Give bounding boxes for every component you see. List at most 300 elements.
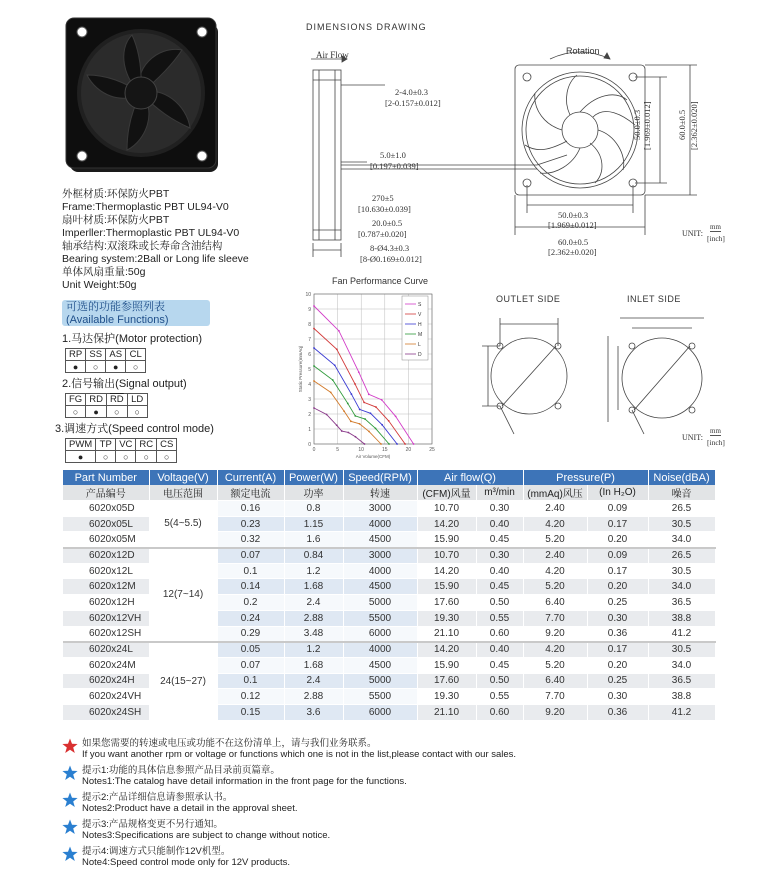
inh2o-cell: 0.25 bbox=[587, 673, 648, 689]
note-en: Note4:Speed control mode only for 12V products. bbox=[82, 857, 291, 868]
cfm-cell: 17.60 bbox=[417, 673, 476, 689]
curve-point bbox=[336, 348, 338, 350]
opt-mark: ● bbox=[66, 361, 86, 373]
blue-star-icon bbox=[62, 792, 78, 808]
table-row bbox=[63, 501, 715, 517]
spec-line: Unit Weight:50g bbox=[62, 279, 137, 291]
curve-point bbox=[381, 399, 383, 401]
inh2o-cell: 0.09 bbox=[587, 501, 648, 517]
mmaq-cell: 5.20 bbox=[523, 532, 587, 548]
current-cell: 0.14 bbox=[217, 579, 284, 595]
speed-cell: 4500 bbox=[343, 657, 417, 673]
header-speed: Speed(RPM) bbox=[343, 470, 417, 485]
part-number-cell: 6020x24SH bbox=[63, 704, 149, 720]
subheader-cell: 噪音 bbox=[648, 485, 715, 501]
opt-mark: ○ bbox=[66, 406, 86, 418]
legend-label: M bbox=[418, 332, 423, 338]
cfm-cell: 14.20 bbox=[417, 516, 476, 532]
inh2o-cell: 0.36 bbox=[587, 704, 648, 720]
x-axis-label: Air Volume(CFM) bbox=[355, 454, 391, 459]
subheader-cell: m³/min bbox=[476, 485, 523, 501]
part-number-cell: 6020x24M bbox=[63, 657, 149, 673]
power-cell: 2.4 bbox=[284, 673, 343, 689]
part-number-cell: 6020x05L bbox=[63, 516, 149, 532]
inh2o-cell: 0.30 bbox=[587, 610, 648, 626]
curve-point bbox=[396, 443, 398, 445]
unit-label-2: UNIT: bbox=[682, 433, 703, 442]
header-power: Power(W) bbox=[284, 470, 343, 485]
m3min-cell: 0.30 bbox=[476, 501, 523, 517]
available-functions-title bbox=[62, 300, 210, 326]
curve-point bbox=[404, 443, 406, 445]
noise-cell: 26.5 bbox=[648, 548, 715, 564]
y-tick-label: 5 bbox=[308, 367, 311, 373]
curve-point bbox=[370, 412, 372, 414]
product-spec-table bbox=[63, 470, 716, 721]
header-part-number: Part Number bbox=[63, 470, 149, 485]
spec-line: 扇叶材质:环保防火PBT bbox=[62, 214, 170, 226]
part-number-cell: 6020x12M bbox=[63, 579, 149, 595]
mmaq-cell: 7.70 bbox=[523, 610, 587, 626]
x-tick-label: 20 bbox=[405, 447, 412, 453]
note-item bbox=[62, 846, 762, 873]
note-item bbox=[62, 738, 762, 765]
current-cell: 0.24 bbox=[217, 610, 284, 626]
curve-point bbox=[326, 414, 328, 416]
inh2o-cell: 0.20 bbox=[587, 657, 648, 673]
opt-code: FG bbox=[66, 394, 86, 406]
blue-star-icon bbox=[62, 765, 78, 781]
opt-code: RP bbox=[66, 349, 86, 361]
current-cell: 0.07 bbox=[217, 657, 284, 673]
part-number-cell: 6020x12VH bbox=[63, 610, 149, 626]
inh2o-cell: 0.09 bbox=[587, 548, 648, 564]
voltage-cell: 5(4~5.5) bbox=[149, 501, 217, 548]
current-cell: 0.16 bbox=[217, 501, 284, 517]
unit-inch: [inch] bbox=[707, 234, 725, 243]
signal-output-group bbox=[62, 375, 187, 418]
current-cell: 0.23 bbox=[217, 516, 284, 532]
dim-mount-hole-inch: [2-0.157±0.012] bbox=[385, 98, 441, 108]
power-cell: 1.68 bbox=[284, 657, 343, 673]
mmaq-cell: 4.20 bbox=[523, 516, 587, 532]
note-item bbox=[62, 792, 762, 819]
noise-cell: 38.8 bbox=[648, 689, 715, 705]
noise-cell: 34.0 bbox=[648, 532, 715, 548]
dim-vertical-hole: 50.0±0.3 bbox=[632, 109, 642, 140]
mmaq-cell: 5.20 bbox=[523, 579, 587, 595]
m3min-cell: 0.40 bbox=[476, 563, 523, 579]
curve-point bbox=[354, 415, 356, 417]
opt-code: CS bbox=[157, 439, 177, 451]
m3min-cell: 0.50 bbox=[476, 673, 523, 689]
signal-output-table bbox=[65, 393, 148, 418]
speed-cell: 4500 bbox=[343, 579, 417, 595]
power-cell: 0.8 bbox=[284, 501, 343, 517]
header-current: Current(A) bbox=[217, 470, 284, 485]
current-cell: 0.1 bbox=[217, 673, 284, 689]
dim-hole-spacing: 50.0±0.3 bbox=[558, 210, 589, 220]
opt-code: RC bbox=[136, 439, 157, 451]
motor-protection-group bbox=[62, 330, 202, 373]
subheader-cell: 产品编号 bbox=[63, 485, 149, 501]
dim-hole-spacing-inch: [1.969±0.012] bbox=[548, 220, 597, 230]
part-number-cell: 6020x12H bbox=[63, 595, 149, 611]
curve-series bbox=[314, 408, 365, 444]
curve-point bbox=[341, 430, 343, 432]
dim-cable: 270±5 bbox=[372, 193, 394, 203]
cfm-cell: 14.20 bbox=[417, 642, 476, 658]
m3min-cell: 0.30 bbox=[476, 548, 523, 564]
title-cn: 可选的功能参照列表 bbox=[66, 301, 165, 313]
legend-label: L bbox=[418, 342, 421, 348]
part-number-cell: 6020x24L bbox=[63, 642, 149, 658]
mmaq-cell: 4.20 bbox=[523, 642, 587, 658]
mmaq-cell: 6.40 bbox=[523, 595, 587, 611]
rotation-label: Rotation bbox=[566, 46, 600, 56]
outlet-side-drawing bbox=[474, 306, 594, 446]
opt-mark: ○ bbox=[127, 406, 147, 418]
curve-point bbox=[336, 424, 338, 426]
header-voltage: Voltage(V) bbox=[149, 470, 217, 485]
noise-cell: 26.5 bbox=[648, 501, 715, 517]
opt-mark: ● bbox=[66, 451, 96, 463]
note-cn: 提示3:产品规格变更不另行通知。 bbox=[82, 819, 223, 830]
legend-label: D bbox=[418, 352, 422, 358]
part-number-cell: 6020x05M bbox=[63, 532, 149, 548]
legend-box bbox=[402, 296, 428, 360]
noise-cell: 41.2 bbox=[648, 626, 715, 642]
noise-cell: 34.0 bbox=[648, 579, 715, 595]
speed-cell: 6000 bbox=[343, 626, 417, 642]
subheader-cell: 功率 bbox=[284, 485, 343, 501]
noise-cell: 38.8 bbox=[648, 610, 715, 626]
cfm-cell: 14.20 bbox=[417, 563, 476, 579]
y-tick-label: 9 bbox=[308, 307, 311, 313]
title-en: (Available Functions) bbox=[66, 313, 169, 326]
unit-label: UNIT: bbox=[682, 229, 703, 238]
unit-mm-2: mm bbox=[710, 427, 721, 435]
dim-frame-width-inch: [2.362±0.020] bbox=[548, 247, 597, 257]
cfm-cell: 19.30 bbox=[417, 689, 476, 705]
curve-point bbox=[358, 371, 360, 373]
speed-cell: 5000 bbox=[343, 595, 417, 611]
speed-control-group bbox=[55, 420, 214, 463]
part-number-cell: 6020x05D bbox=[63, 501, 149, 517]
note-cn: 提示1:功能的具体信息参照产品目录前页篇章。 bbox=[82, 765, 280, 776]
curve-point bbox=[313, 347, 315, 349]
inh2o-cell: 0.25 bbox=[587, 595, 648, 611]
inh2o-cell: 0.30 bbox=[587, 689, 648, 705]
current-cell: 0.15 bbox=[217, 704, 284, 720]
curve-point bbox=[355, 436, 357, 438]
curve-point bbox=[413, 443, 415, 445]
curve-point bbox=[332, 379, 334, 381]
note-cn: 提示4:调速方式只能制作12V机型。 bbox=[82, 846, 231, 857]
legend-label: V bbox=[418, 312, 422, 318]
curve-point bbox=[364, 443, 366, 445]
curve-point bbox=[359, 409, 361, 411]
noise-cell: 30.5 bbox=[648, 642, 715, 658]
part-number-cell: 6020x12SH bbox=[63, 626, 149, 642]
spec-line: Frame:Thermoplastic PBT UL94-V0 bbox=[62, 201, 229, 213]
opt-code: AS bbox=[106, 349, 126, 361]
speed-cell: 4000 bbox=[343, 563, 417, 579]
speed-control-table bbox=[65, 438, 177, 463]
note-en: Notes1:The catalog have detail information in the front page for the functions. bbox=[82, 776, 407, 787]
speed-cell: 5500 bbox=[343, 610, 417, 626]
opt-code: TP bbox=[96, 439, 116, 451]
performance-curve-chart bbox=[296, 284, 444, 460]
cfm-cell: 15.90 bbox=[417, 657, 476, 673]
speed-cell: 5000 bbox=[343, 673, 417, 689]
subheader-cell: (CFM)风量 bbox=[417, 485, 476, 501]
opt-code: PWM bbox=[66, 439, 96, 451]
note-cn: 提示2:产品详细信息请参照承认书。 bbox=[82, 792, 233, 803]
inh2o-cell: 0.20 bbox=[587, 579, 648, 595]
current-cell: 0.1 bbox=[217, 563, 284, 579]
curve-point bbox=[359, 423, 361, 425]
blue-star-icon bbox=[62, 846, 78, 862]
unit-mm: mm bbox=[710, 223, 721, 231]
curve-point bbox=[375, 406, 377, 408]
curve-point bbox=[338, 330, 340, 332]
curve-point bbox=[395, 416, 397, 418]
noise-cell: 34.0 bbox=[648, 657, 715, 673]
y-tick-label: 10 bbox=[305, 292, 311, 298]
speed-cell: 3000 bbox=[343, 548, 417, 564]
opt-mark: ● bbox=[86, 406, 107, 418]
noise-cell: 36.5 bbox=[648, 673, 715, 689]
power-cell: 1.2 bbox=[284, 642, 343, 658]
current-cell: 0.12 bbox=[217, 689, 284, 705]
y-tick-label: 0 bbox=[308, 442, 311, 448]
x-tick-label: 0 bbox=[312, 447, 316, 453]
cfm-cell: 10.70 bbox=[417, 548, 476, 564]
current-cell: 0.29 bbox=[217, 626, 284, 642]
spec-line: 单体风扇重量:50g bbox=[62, 266, 146, 278]
m3min-cell: 0.55 bbox=[476, 689, 523, 705]
y-tick-label: 2 bbox=[308, 412, 311, 418]
header-noise: Noise(dBA) bbox=[648, 470, 715, 485]
table-subheader-row bbox=[63, 485, 715, 501]
mmaq-cell: 6.40 bbox=[523, 673, 587, 689]
dim-vertical-frame-inch: [2.362±0.020] bbox=[689, 101, 699, 150]
power-cell: 1.68 bbox=[284, 579, 343, 595]
opt-mark: ○ bbox=[116, 451, 136, 463]
curve-point bbox=[313, 365, 315, 367]
table-row bbox=[63, 548, 715, 564]
cfm-cell: 15.90 bbox=[417, 579, 476, 595]
m3min-cell: 0.45 bbox=[476, 532, 523, 548]
spec-line: 轴承结构:双滚珠或长寿命含油结构 bbox=[62, 240, 223, 252]
opt-code: RD bbox=[86, 394, 107, 406]
subheader-cell: 电压范围 bbox=[149, 485, 217, 501]
mmaq-cell: 2.40 bbox=[523, 548, 587, 564]
voltage-cell: 12(7~14) bbox=[149, 548, 217, 642]
curve-point bbox=[347, 403, 349, 405]
power-cell: 1.2 bbox=[284, 563, 343, 579]
dim-cable-inch: [10.630±0.039] bbox=[358, 204, 411, 214]
note-en: Notes3:Specifications are subject to change without notice. bbox=[82, 830, 331, 841]
notes-section bbox=[62, 738, 762, 873]
current-cell: 0.05 bbox=[217, 642, 284, 658]
opt-mark: ○ bbox=[126, 361, 146, 373]
blue-star-icon bbox=[62, 819, 78, 835]
curve-point bbox=[313, 407, 315, 409]
outlet-side-label: OUTLET SIDE bbox=[496, 294, 561, 304]
part-number-cell: 6020x12D bbox=[63, 548, 149, 564]
motor-protection-table bbox=[65, 348, 146, 373]
y-tick-label: 3 bbox=[308, 397, 311, 403]
curve-point bbox=[313, 305, 315, 307]
inh2o-cell: 0.17 bbox=[587, 516, 648, 532]
header-airflow: Air flow(Q) bbox=[417, 470, 523, 485]
y-tick-label: 1 bbox=[308, 427, 311, 433]
mmaq-cell: 2.40 bbox=[523, 501, 587, 517]
note-en: If you want another rpm or voltage or functions which one is not in the list,please contact with our sales. bbox=[82, 749, 517, 760]
part-number-cell: 6020x24VH bbox=[63, 689, 149, 705]
speed-cell: 3000 bbox=[343, 501, 417, 517]
fan-product-photo bbox=[62, 10, 230, 178]
air-flow-label: Air Flow bbox=[316, 50, 349, 60]
power-cell: 2.88 bbox=[284, 610, 343, 626]
cfm-cell: 15.90 bbox=[417, 532, 476, 548]
table-row bbox=[63, 642, 715, 658]
y-tick-label: 6 bbox=[308, 352, 311, 358]
m3min-cell: 0.55 bbox=[476, 610, 523, 626]
curve-point bbox=[313, 328, 315, 330]
inlet-side-drawing bbox=[600, 306, 720, 446]
speed-cell: 4500 bbox=[343, 532, 417, 548]
power-cell: 0.84 bbox=[284, 548, 343, 564]
mmaq-cell: 7.70 bbox=[523, 689, 587, 705]
curve-point bbox=[380, 443, 382, 445]
dim-holes-inch: [8-Ø0.169±0.012] bbox=[360, 254, 422, 264]
speed-cell: 6000 bbox=[343, 704, 417, 720]
current-cell: 0.32 bbox=[217, 532, 284, 548]
power-cell: 2.88 bbox=[284, 689, 343, 705]
opt-mark: ○ bbox=[96, 451, 116, 463]
part-number-cell: 6020x24H bbox=[63, 673, 149, 689]
legend-label: S bbox=[418, 302, 422, 308]
inh2o-cell: 0.17 bbox=[587, 563, 648, 579]
note-item bbox=[62, 765, 762, 792]
dim-thickness: 20.0±0.5 bbox=[372, 218, 403, 228]
material-specs bbox=[62, 188, 302, 292]
opt-code: $\overline{RD}$ bbox=[106, 394, 127, 406]
opt-code: LD bbox=[127, 394, 147, 406]
x-tick-label: 25 bbox=[429, 447, 435, 453]
subheader-cell: (mmAq)风压 bbox=[523, 485, 587, 501]
spec-line: Imperller:Thermoplastic PBT UL94-V0 bbox=[62, 227, 240, 239]
opt-mark: ○ bbox=[86, 361, 106, 373]
noise-cell: 36.5 bbox=[648, 595, 715, 611]
legend-label: H bbox=[418, 322, 422, 328]
curve-point bbox=[375, 428, 377, 430]
current-cell: 0.07 bbox=[217, 548, 284, 564]
current-cell: 0.2 bbox=[217, 595, 284, 611]
opt-code: CL bbox=[126, 349, 146, 361]
y-tick-label: 8 bbox=[308, 322, 311, 328]
dim-mount-hole: 2-4.0±0.3 bbox=[395, 87, 428, 97]
y-tick-label: 7 bbox=[308, 337, 311, 343]
group-head: 2.信号输出(Signal output) bbox=[62, 378, 187, 390]
speed-cell: 4000 bbox=[343, 516, 417, 532]
m3min-cell: 0.60 bbox=[476, 626, 523, 642]
power-cell: 3.6 bbox=[284, 704, 343, 720]
dimensions-title: DIMENSIONS DRAWING bbox=[306, 22, 427, 32]
x-tick-label: 5 bbox=[336, 447, 339, 453]
speed-cell: 5500 bbox=[343, 689, 417, 705]
curve-series bbox=[314, 329, 405, 445]
unit-inch-2: [inch] bbox=[707, 438, 725, 447]
mmaq-cell: 9.20 bbox=[523, 704, 587, 720]
dim-frame-width: 60.0±0.5 bbox=[558, 237, 589, 247]
mmaq-cell: 4.20 bbox=[523, 563, 587, 579]
dimension-drawing-lines bbox=[305, 45, 765, 275]
subheader-cell: 额定电流 bbox=[217, 485, 284, 501]
curve-point bbox=[368, 393, 370, 395]
curve-point bbox=[363, 402, 365, 404]
red-star-icon bbox=[62, 738, 78, 754]
spec-line: Bearing system:2Ball or Long life sleeve bbox=[62, 253, 249, 265]
opt-mark: ● bbox=[106, 361, 126, 373]
group-head: 1.马达保护(Motor protection) bbox=[62, 333, 202, 345]
power-cell: 3.48 bbox=[284, 626, 343, 642]
m3min-cell: 0.60 bbox=[476, 704, 523, 720]
cfm-cell: 10.70 bbox=[417, 501, 476, 517]
m3min-cell: 0.40 bbox=[476, 642, 523, 658]
speed-cell: 4000 bbox=[343, 642, 417, 658]
dim-vertical-frame: 60.0±0.5 bbox=[677, 109, 687, 140]
curve-point bbox=[330, 391, 332, 393]
curve-point bbox=[350, 420, 352, 422]
note-en: Notes2:Product have a detail in the approval sheet. bbox=[82, 803, 298, 814]
dim-holes: 8-Ø4.3±0.3 bbox=[370, 243, 410, 253]
noise-cell: 30.5 bbox=[648, 516, 715, 532]
noise-cell: 30.5 bbox=[648, 563, 715, 579]
curve-series bbox=[314, 306, 414, 444]
curve-series bbox=[314, 381, 381, 444]
curve-point bbox=[354, 383, 356, 385]
curve-point bbox=[388, 443, 390, 445]
curve-point bbox=[343, 410, 345, 412]
dim-thickness-inch: [0.787±0.020] bbox=[358, 229, 407, 239]
y-tick-label: 4 bbox=[308, 382, 311, 388]
opt-mark: ○ bbox=[106, 406, 127, 418]
m3min-cell: 0.40 bbox=[476, 516, 523, 532]
curve-point bbox=[334, 364, 336, 366]
header-pressure: Pressure(P) bbox=[523, 470, 648, 485]
dim-vertical-hole-inch: [1.969±0.012] bbox=[642, 101, 652, 150]
curve-point bbox=[364, 418, 366, 420]
m3min-cell: 0.50 bbox=[476, 595, 523, 611]
dim-lead-inch: [0.197±0.039] bbox=[370, 161, 419, 171]
y-axis-label: Static Pressure(mmAq) bbox=[298, 345, 303, 393]
subheader-cell: (In H₂O) bbox=[587, 485, 648, 501]
inh2o-cell: 0.36 bbox=[587, 626, 648, 642]
group-head: 3.调速方式(Speed control mode) bbox=[55, 423, 214, 435]
x-tick-label: 15 bbox=[382, 447, 388, 453]
mmaq-cell: 9.20 bbox=[523, 626, 587, 642]
subheader-cell: 转速 bbox=[343, 485, 417, 501]
cfm-cell: 17.60 bbox=[417, 595, 476, 611]
opt-code: SS bbox=[86, 349, 106, 361]
opt-mark: ○ bbox=[157, 451, 177, 463]
noise-cell: 41.2 bbox=[648, 704, 715, 720]
spec-line: 外框材质:环保防火PBT bbox=[62, 188, 170, 200]
